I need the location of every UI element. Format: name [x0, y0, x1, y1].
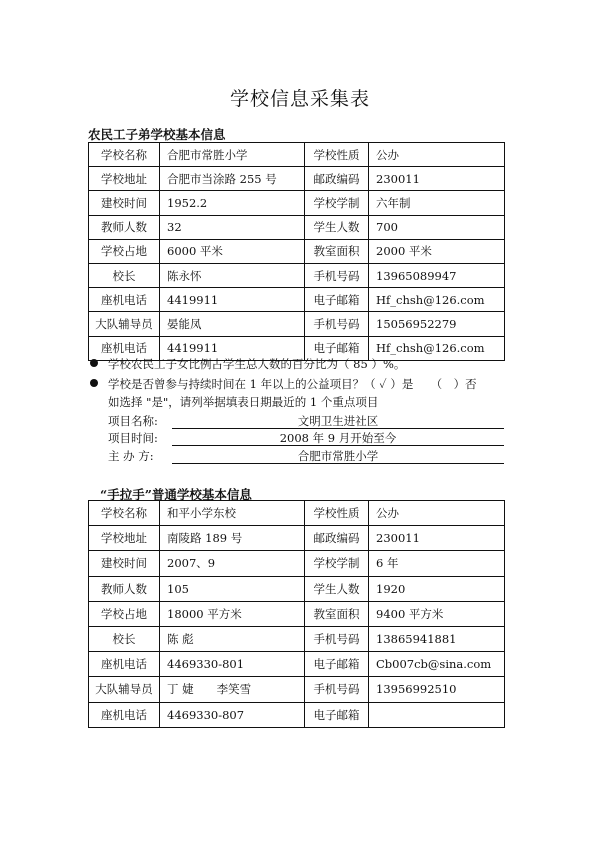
page-title: 学校信息采集表: [229, 88, 370, 110]
field-value: 六年制: [369, 191, 505, 215]
field-label: 电子邮箱: [305, 336, 369, 360]
field-value: 陈 彪: [160, 626, 305, 651]
bullet-dot-icon: [90, 379, 98, 387]
field-value: 230011: [369, 167, 505, 191]
field-label: 大队辅导员: [89, 312, 160, 336]
field-label: 电子邮箱: [305, 652, 369, 677]
field-label: 学校性质: [305, 501, 369, 526]
field-label: 学校学制: [305, 191, 369, 215]
field-label: 学校学制: [305, 551, 369, 576]
field-value: 2007、9: [160, 551, 305, 576]
project-host-value: 合肥市常胜小学: [172, 448, 504, 464]
field-label: 建校时间: [89, 551, 160, 576]
project-time-label: 项目时间:: [108, 431, 158, 445]
table-row: [89, 143, 505, 167]
section2-heading: “手拉手”普通学校基本信息: [100, 487, 252, 502]
section1-heading: 农民工子弟学校基本信息: [88, 127, 226, 142]
field-label: 学校地址: [89, 526, 160, 551]
field-value: 1952.2: [160, 191, 305, 215]
table-row: [89, 191, 505, 215]
field-value: 18000 平方米: [160, 601, 305, 626]
field-value: 6 年: [369, 551, 505, 576]
field-label: 大队辅导员: [89, 677, 160, 702]
field-value: 合肥市常胜小学: [160, 143, 305, 167]
field-label: 校长: [89, 626, 160, 651]
table-row: [89, 526, 505, 551]
field-value: 2000 平米: [369, 239, 505, 263]
table-row: [89, 501, 505, 526]
field-value: 4419911: [160, 288, 305, 312]
field-value: 陈永怀: [160, 263, 305, 287]
field-value: 9400 平方米: [369, 601, 505, 626]
project-time-row: [108, 430, 504, 446]
field-label: 学校占地: [89, 239, 160, 263]
field-value: 4469330-807: [160, 702, 305, 727]
public-project-instruction: 如选择 "是"，请列举据填表日期最近的 1 个重点项目: [108, 395, 379, 409]
project-host-row: [108, 448, 504, 464]
field-value: [369, 702, 505, 727]
table-row: [89, 702, 505, 727]
field-label: 教师人数: [89, 576, 160, 601]
field-label: 座机电话: [89, 288, 160, 312]
table-row: [89, 167, 505, 191]
project-name-label: 项目名称:: [108, 414, 158, 428]
field-value: Hf_chsh@126.com: [369, 336, 505, 360]
bullet-public-project: [90, 376, 477, 392]
field-label: 手机号码: [305, 677, 369, 702]
field-value: 105: [160, 576, 305, 601]
field-label: 校长: [89, 263, 160, 287]
project-name-row: [108, 413, 504, 429]
field-value: 700: [369, 215, 505, 239]
field-value: 1920: [369, 576, 505, 601]
section2-table: [88, 500, 505, 728]
field-value: Cb007cb@sina.com: [369, 652, 505, 677]
table-row: [89, 288, 505, 312]
field-label: 邮政编码: [305, 167, 369, 191]
table-row: [89, 263, 505, 287]
field-value: 230011: [369, 526, 505, 551]
field-value: 4419911: [160, 336, 305, 360]
table-row: [89, 576, 505, 601]
table-row: [89, 652, 505, 677]
project-time-value: 2008 年 9 月开始至今: [172, 430, 504, 446]
field-label: 电子邮箱: [305, 288, 369, 312]
project-host-label: 主 办 方:: [108, 449, 154, 463]
field-value: 公办: [369, 143, 505, 167]
field-label: 手机号码: [305, 312, 369, 336]
table-row: [89, 626, 505, 651]
section1-table: [88, 142, 505, 361]
field-label: 建校时间: [89, 191, 160, 215]
field-value: 15056952279: [369, 312, 505, 336]
field-value: 和平小学东校: [160, 501, 305, 526]
table-row: [89, 601, 505, 626]
field-label: 学校名称: [89, 501, 160, 526]
field-value: 13965089947: [369, 263, 505, 287]
field-value: Hf_chsh@126.com: [369, 288, 505, 312]
field-label: 学校性质: [305, 143, 369, 167]
bullet-dot-icon: [90, 359, 98, 367]
field-label: 学校名称: [89, 143, 160, 167]
field-value: 13865941881: [369, 626, 505, 651]
field-label: 教室面积: [305, 601, 369, 626]
table-row: [89, 551, 505, 576]
field-label: 邮政编码: [305, 526, 369, 551]
bullet-migrant-ratio: [90, 356, 405, 372]
public-project-question: 学校是否曾参与持续时间在 1 年以上的公益项目？（ ✓ ）是 （ ）否: [108, 377, 477, 391]
project-name-value: 文明卫生进社区: [172, 413, 504, 429]
field-label: 学生人数: [305, 215, 369, 239]
table-row: [89, 215, 505, 239]
table-row: [89, 677, 505, 702]
field-label: 座机电话: [89, 336, 160, 360]
field-value: 合肥市当涂路 255 号: [160, 167, 305, 191]
field-value: 丁 婕 李笑雪: [160, 677, 305, 702]
field-value: 32: [160, 215, 305, 239]
field-value: 4469330-801: [160, 652, 305, 677]
field-label: 座机电话: [89, 702, 160, 727]
field-label: 教师人数: [89, 215, 160, 239]
field-value: 南陵路 189 号: [160, 526, 305, 551]
field-label: 座机电话: [89, 652, 160, 677]
field-value: 13956992510: [369, 677, 505, 702]
field-label: 电子邮箱: [305, 702, 369, 727]
field-label: 手机号码: [305, 263, 369, 287]
table-row: [89, 312, 505, 336]
field-label: 手机号码: [305, 626, 369, 651]
field-label: 教室面积: [305, 239, 369, 263]
field-label: 学校占地: [89, 601, 160, 626]
table-row: [89, 239, 505, 263]
field-value: 6000 平米: [160, 239, 305, 263]
field-label: 学校地址: [89, 167, 160, 191]
field-label: 学生人数: [305, 576, 369, 601]
migrant-ratio-text: 学校农民工子女比例占学生总人数的百分比为（ 85 ）%。: [108, 357, 406, 371]
field-value: 晏能凤: [160, 312, 305, 336]
field-value: 公办: [369, 501, 505, 526]
